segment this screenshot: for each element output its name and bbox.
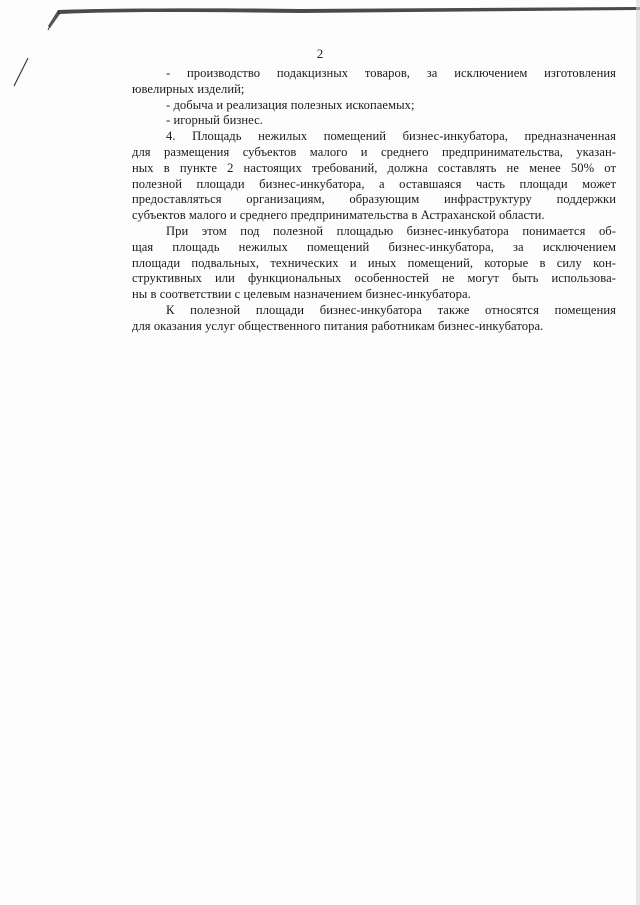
text-line: для оказания услуг общественного питания работникам бизнес-инкубатора. xyxy=(132,318,544,333)
paragraph-item-4 xyxy=(132,129,616,224)
text-line: субъектов малого и среднего предпринимательства в Астраханской области. xyxy=(132,208,545,223)
text-line: - игорный бизнес. xyxy=(166,113,263,128)
text-line: - производство подакцизных товаров, за исключением изготовления xyxy=(166,66,616,80)
paragraph-minerals xyxy=(132,98,616,114)
text-line: К полезной площади бизнес-инкубатора также относятся помещения xyxy=(166,302,616,317)
paragraph-gambling xyxy=(132,113,616,129)
text-line: полезной площади бизнес-инкубатора, а оставшаяся часть площади может xyxy=(132,176,616,191)
page-number: 2 xyxy=(316,46,324,61)
text-line: для размещения субъектов малого и среднего предпринимательства, указан- xyxy=(132,144,616,159)
paragraph-excise-goods xyxy=(132,66,616,98)
text-line: щая площадь нежилых помещений бизнес-инкубатора, за исключением xyxy=(132,239,616,254)
text-line: 4. Площадь нежилых помещений бизнес-инкубатора, предназначенная xyxy=(166,129,616,144)
text-line: предоставляться организациям, образующим инфраструктуру поддержки xyxy=(132,192,616,207)
text-line: ювелирных изделий; xyxy=(132,81,245,96)
text-line: При этом под полезной площадью бизнес-инкубатора понимается об- xyxy=(166,223,616,238)
paragraph-catering xyxy=(132,303,616,335)
text-line: площади подвальных, технических и иных помещений, которые в силу кон- xyxy=(132,255,616,270)
paragraph-useful-area xyxy=(132,224,616,303)
text-line: - добыча и реализация полезных ископаемых; xyxy=(166,97,415,112)
body-text xyxy=(132,66,616,335)
text-line: ных в пункте 2 настоящих требований, должна составлять не менее 50% от xyxy=(132,160,616,175)
text-line: ны в соответствии с целевым назначением бизнес-инкубатора. xyxy=(132,287,471,302)
text-line: структивных или функциональных особенностей не могут быть использова- xyxy=(132,271,616,286)
